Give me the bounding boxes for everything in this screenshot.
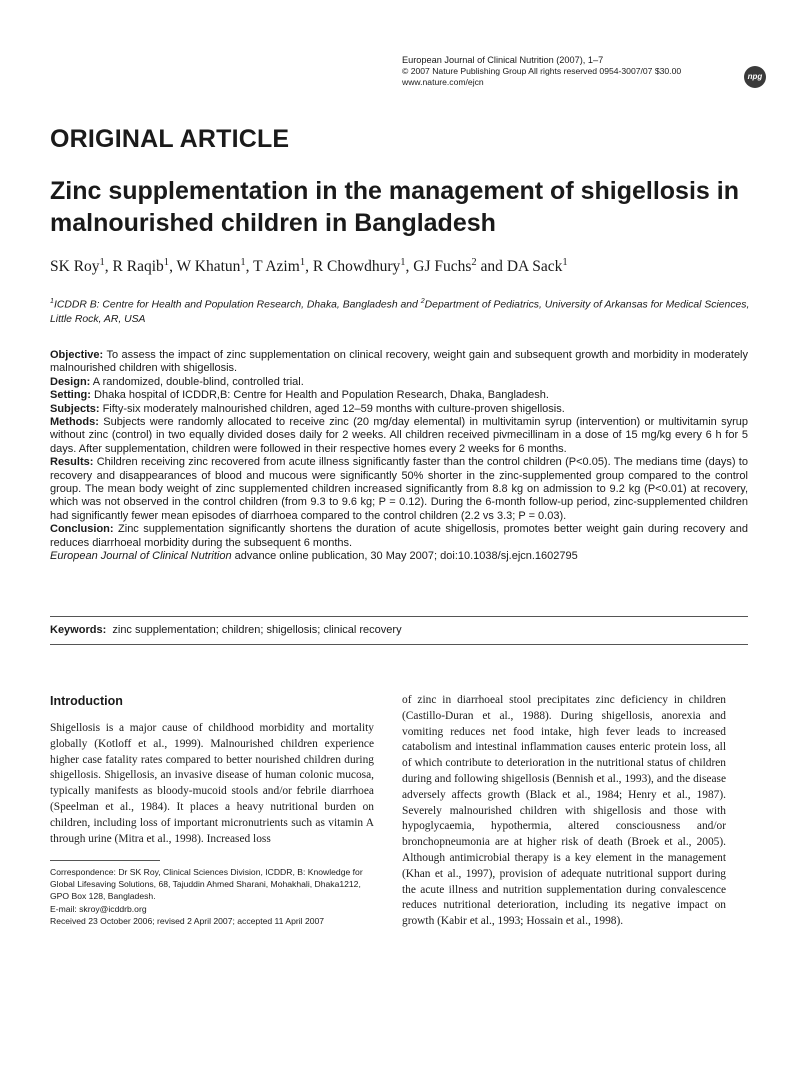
objective-label: Objective: — [50, 349, 104, 361]
received-dates: Received 23 October 2006; revised 2 April 2007; accepted 11 April 2007 — [50, 915, 325, 926]
affiliation-mark: 1 — [50, 298, 54, 305]
journal-header — [402, 55, 742, 88]
citation-details: advance online publication, 30 May 2007; doi:10.1038/sj.ejcn.1602795 — [231, 550, 578, 563]
footnote-divider — [50, 860, 160, 861]
author-affiliation-mark: 1 — [240, 257, 246, 268]
methods-text: Subjects were randomly allocated to receive zinc (20 mg/day elemental) in multivitamin syrup (intervention) or multivitamin syrup without zinc (control) in two equally divided doses daily for 2 weeks. All children received pivmecillinam in a dose of 15 mg/kg every 6 h for 5 days. After supplementation, children were followed in their respective homes every 2 weeks for 6 months. — [50, 416, 748, 455]
article-title: Zinc supplementation in the management of shigellosis in malnourished children in Bangladesh — [50, 177, 739, 237]
setting-text: Dhaka hospital of ICDDR,B: Centre for Health and Population Research, Dhaka, Bangladesh. — [94, 389, 549, 402]
methods-label: Methods: — [50, 416, 99, 429]
abstract-results — [50, 456, 748, 523]
author-affiliation-mark: 1 — [163, 257, 170, 268]
author-affiliation-mark: 1 — [562, 257, 568, 268]
body-column-right — [402, 693, 726, 930]
abstract-setting — [50, 389, 748, 402]
section-heading-introduction: Introduction — [50, 694, 123, 708]
author-affiliation-mark: 1 — [99, 257, 105, 268]
journal-citation: European Journal of Clinical Nutrition (2007), 1–7 — [402, 55, 604, 65]
affiliation-mark: 2 — [420, 298, 425, 305]
correspondence: Correspondence: Dr SK Roy, Clinical Sciences Division, ICDDR, B: Knowledge for Global Lifesaving Solutions, 68, Tajuddin Ahmed Sharani, Mohakhali, Dhaka1212, GPO Box 128, Bangladesh. — [50, 867, 363, 902]
subjects-text: Fifty-six moderately malnourished children, aged 12–59 months with culture-proven shigellosis. — [102, 402, 565, 415]
abstract-citation — [50, 550, 748, 563]
author-affiliation-mark: 1 — [299, 257, 306, 268]
abstract-objective — [50, 349, 748, 376]
author: GJ Fuchs — [413, 258, 472, 276]
correspondence-footnote — [50, 866, 376, 927]
abstract-design — [50, 376, 748, 389]
author: SK Roy — [50, 258, 100, 276]
design-text: A randomized, double-blind, controlled trial. — [92, 375, 304, 388]
design-label: Design: — [50, 375, 91, 388]
conclusion-text: Zinc supplementation significantly shortens the duration of acute shigellosis, promotes better weight gain during recovery and reduces diarrhoeal morbidity during the subsequent 6 months. — [50, 523, 748, 549]
author: R Chowdhury — [312, 258, 401, 276]
author-affiliation-mark: 1 — [400, 257, 406, 268]
author: T Azim — [253, 258, 300, 276]
results-label: Results: — [50, 456, 94, 469]
objective-text: To assess the impact of zinc supplementation on clinical recovery, weight gain and subsequent growth and morbidity in moderately malnourished children with shigellosis. — [50, 349, 748, 375]
abstract-conclusion — [50, 523, 748, 550]
divider — [50, 616, 748, 617]
citation-journal: European Journal of Clinical Nutrition — [50, 550, 232, 563]
keywords — [50, 624, 402, 636]
email[interactable]: E-mail: skroy@icddrb.org — [50, 903, 147, 914]
conclusion-label: Conclusion: — [50, 523, 114, 536]
subjects-label: Subjects: — [50, 402, 100, 415]
affiliation-1: ICDDR B: Centre for Health and Population Research, Dhaka, Bangladesh and — [53, 299, 421, 311]
affiliation-2: Department of Pediatrics, University of Arkansas for Medical Sciences, Little Rock, AR, USA — [50, 299, 750, 326]
body-paragraph: Shigellosis is a major cause of childhood morbidity and mortality globally (Kotloff et al., 1999). Malnourished children experience higher case fatality rates compared to better nourished children during shigellosis. Shigellosis, an invasive disease of human colonic mucosa, typically manifests as bloody-mucoid stools and/or febrile diarrhoea (Speelman et al., 1984). It places a heavy nutritional burden on children, including loss of important micronutrients such as vitamin A through urine (Mitra et al., 1998). Increased loss — [50, 722, 374, 845]
author: DA Sack — [506, 258, 563, 276]
article-type: ORIGINAL ARTICLE — [50, 125, 290, 153]
setting-label: Setting: — [50, 389, 91, 402]
journal-url[interactable]: www.nature.com/ejcn — [402, 77, 484, 87]
body-column-left — [50, 694, 374, 847]
affiliations — [50, 294, 750, 327]
abstract-methods — [50, 416, 748, 456]
keywords-label: Keywords: — [50, 624, 107, 636]
results-text: Children receiving zinc recovered from acute illness significantly faster than the control children (P<0.05). The medians time (days) to recovery and disappearances of blood and mucous were significantly 50% shorter in the zinc-supplemented group compared to the control group. The mean body weight of zinc supplemented children increased significantly from 8.8 kg on admission to 9.2 kg (P<0.01) at recovery, which was not observed in the control children (from 9.3 to 9.6 kg; P = 0.12). During the 6-month follow-up period, zinc-supplemented children had significantly fewer mean episodes of diarrhoea compared to the control children (2.2 vs 3.3; P = 0.03). — [50, 456, 748, 522]
npg-logo: npg — [744, 66, 766, 88]
body-paragraph: of zinc in diarrhoeal stool precipitates zinc deficiency in children (Castillo-Duran et al., 1988). During shigellosis, anorexia and vomiting reduces net food intake, high fever leads to increased catabolism and intestinal inflammation causes enteric protein loss, all of which contribute to deterioration in the nutritional status of children during and following shigellosis (Bennish et al., 1993), and the disease adversely affects growth (Black et al., 1984; Henry et al., 1987). Severely malnourished children with shigellosis and those with hypoglycaemia, hypothermia, altered consciousness and/or bronchopneumonia are at higher risk of death (Broek et al., 2005). Although antimicrobial therapy is a key element in the management (Khan et al., 1997), provision of adequate nutritional support during the acute illness and nutrition supplementation during convalescence reduces nutritional deterioration, including its negative impact on growth (Kabir et al., 1993; Hossain et al., 1998). — [402, 694, 726, 928]
abstract-subjects — [50, 403, 748, 416]
author-affiliation-mark: 2 — [471, 257, 477, 268]
author-list: SK Roy$^1$, R Raqib$^1$, W Khatun$^1$, T Azim$^1$, R Chowdhury$^1$, GJ Fuchs$^2$ and DA Sack$^1$ — [50, 257, 568, 276]
author: R Raqib — [112, 258, 164, 276]
copyright-line: © 2007 Nature Publishing Group All rights reserved 0954-3007/07 $30.00 — [402, 66, 682, 76]
divider — [50, 644, 748, 645]
abstract — [50, 349, 748, 564]
author: W Khatun — [176, 258, 241, 276]
keywords-text: zinc supplementation; children; shigellosis; clinical recovery — [112, 624, 402, 636]
